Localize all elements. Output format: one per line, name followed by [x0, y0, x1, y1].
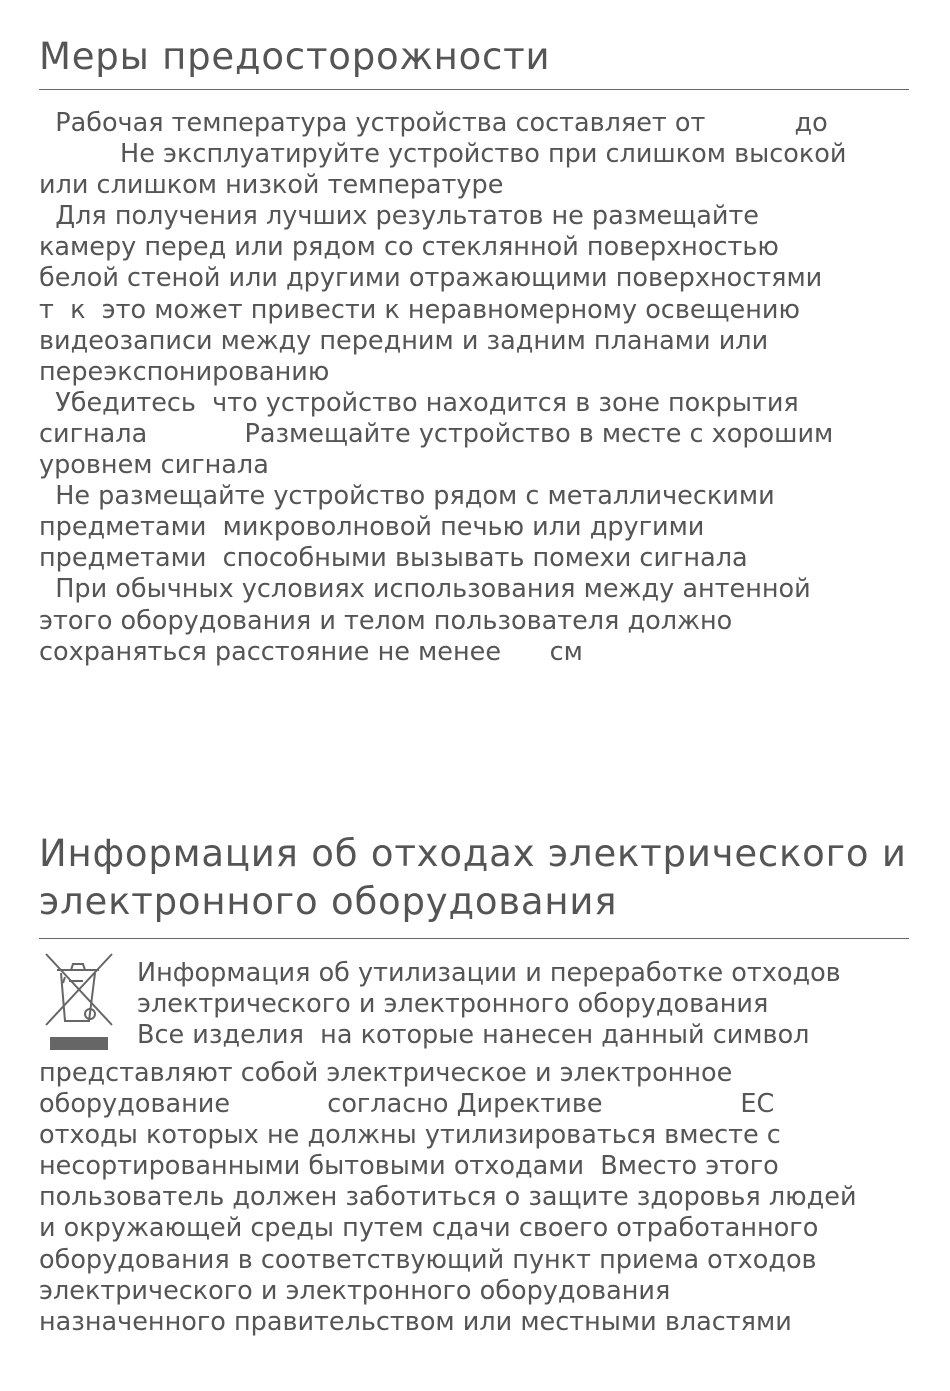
- text-line: оборудование согласно Директиве ЕС: [39, 1089, 775, 1120]
- weee-body-paragraph: [39, 1058, 919, 1338]
- text-line: назначенного правительством или местными властями: [39, 1306, 792, 1337]
- text-line: оборудования в соответствующий пункт приема отходов: [39, 1244, 817, 1275]
- weee-intro-paragraph: [137, 958, 927, 1051]
- text-line: Информация об утилизации и переработке отходов: [137, 958, 841, 988]
- text-line: Не эксплуатируйте устройство при слишком высокой: [39, 139, 847, 170]
- text-line: сигнала Размещайте устройство в месте с хорошим: [39, 418, 834, 449]
- text-line: уровнем сигнала: [39, 450, 269, 481]
- text-line: или слишком низкой температуре: [39, 170, 504, 201]
- text-line: электрического и электронного оборудования: [137, 989, 769, 1020]
- text-line: предметами способными вызывать помехи сигнала: [39, 543, 748, 574]
- text-line: электрического и электронного оборудования: [39, 1275, 671, 1306]
- text-line: этого оборудования и телом пользователя должно: [39, 605, 733, 636]
- text-line: Рабочая температура устройства составляет от до: [39, 108, 828, 138]
- text-line: пользователь должен заботиться о защите здоровья людей: [39, 1182, 857, 1213]
- text-line: т к это может привести к неравномерному освещению: [39, 294, 800, 325]
- text-line: представляют собой электрическое и электронное: [39, 1058, 733, 1088]
- text-line: камеру перед или рядом со стеклянной поверхностью: [39, 232, 779, 263]
- precautions-paragraph: [39, 108, 919, 668]
- text-line: предметами микроволновой печью или другими: [39, 512, 705, 543]
- crossed-out-wheelie-bin-icon: [43, 953, 115, 1053]
- weee-title-line-1: Информация об отходах электрического и: [39, 832, 907, 875]
- precautions-title: Меры предосторожности: [39, 35, 551, 78]
- text-line: Не размещайте устройство рядом с металлическими: [39, 481, 775, 512]
- text-line: и окружающей среды путем сдачи своего отработанного: [39, 1213, 819, 1244]
- text-line: При обычных условиях использования между антенной: [39, 574, 811, 605]
- text-line: Все изделия на которые нанесен данный символ: [137, 1020, 810, 1051]
- text-line: Убедитесь что устройство находится в зоне покрытия: [39, 387, 799, 418]
- text-line: сохраняться расстояние не менее см: [39, 636, 583, 667]
- text-line: переэкспонированию: [39, 356, 330, 387]
- text-line: отходы которых не должны утилизироваться вместе с: [39, 1120, 781, 1151]
- text-line: несортированными бытовыми отходами Вместо этого: [39, 1151, 779, 1182]
- text-line: видеозаписи между передним и задним планами или: [39, 325, 769, 356]
- weee-title-line-2: электронного оборудования: [39, 880, 618, 923]
- precautions-title-rule: [39, 89, 909, 90]
- text-line: Для получения лучших результатов не размещайте: [39, 201, 759, 232]
- weee-title-rule: [39, 938, 909, 939]
- text-line: белой стеной или другими отражающими поверхностями: [39, 263, 823, 294]
